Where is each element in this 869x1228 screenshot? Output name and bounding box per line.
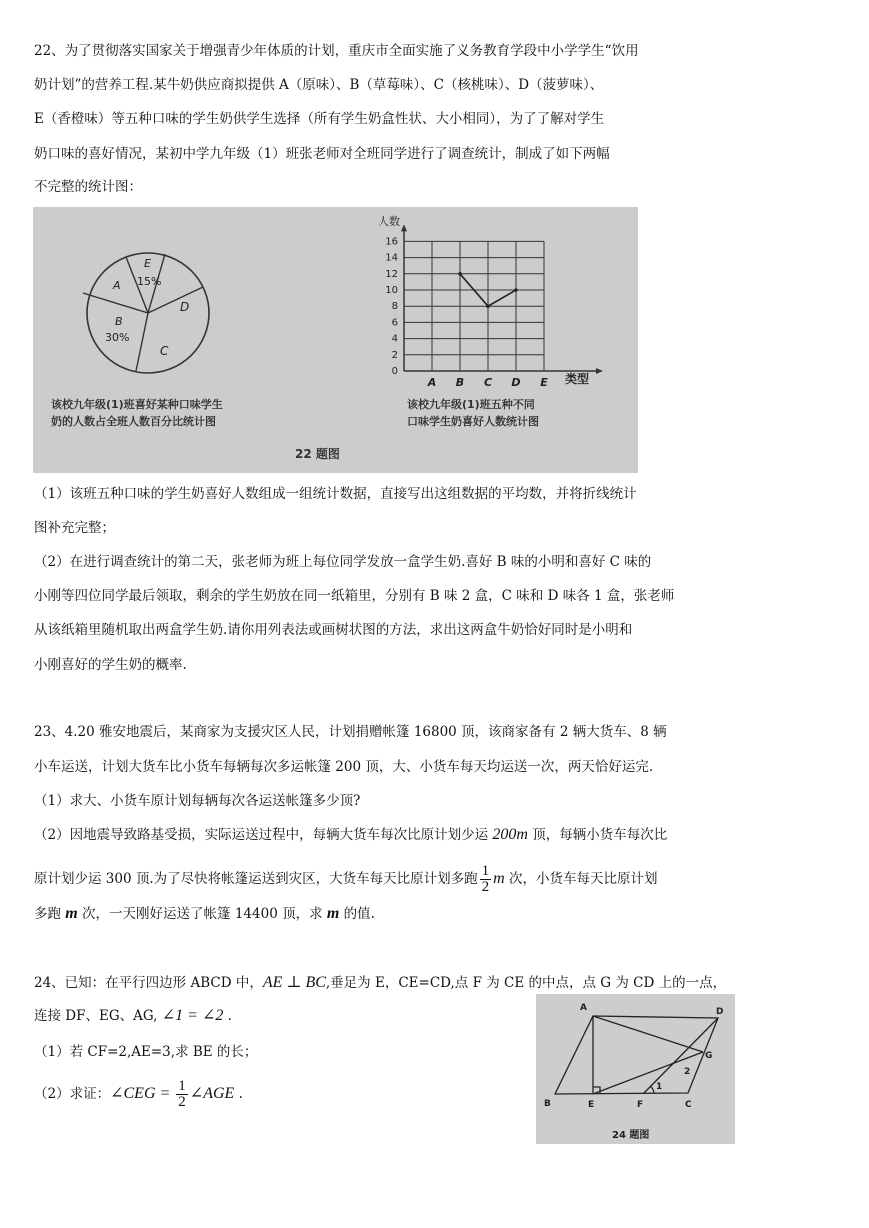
figure-24-photo	[536, 994, 735, 1144]
q23-part2-c-pre: 多跑	[34, 906, 66, 922]
y-tick-label: 4	[391, 333, 398, 345]
pie-label-d: D	[180, 300, 190, 314]
x-tick-label-d: D	[511, 376, 521, 389]
q23-part2-a	[34, 826, 667, 844]
angle-2-label: 2	[684, 1067, 691, 1077]
y-tick-label: 12	[385, 268, 398, 280]
q23-part2-c-mid: 次，一天刚好运送了帐篷 14400 顶，求	[77, 906, 327, 922]
q24-part2-pre: （2）求证：	[34, 1086, 111, 1102]
point-d: D	[716, 1007, 724, 1017]
q22-part1-b: 图补充完整；	[34, 520, 115, 536]
q24-frac-num: 1	[178, 1078, 186, 1094]
data-point-b	[458, 272, 462, 276]
q23-frac-den: 2	[481, 879, 490, 895]
q23-frac-num: 1	[481, 863, 490, 879]
q22-line1: 22、为了贯彻落实国家关于增强青少年体质的计划，重庆市全面实施了义务教育学段中小学学生“饮用	[34, 43, 639, 59]
y-tick-label: 2	[391, 349, 398, 361]
q24-line1	[34, 974, 726, 992]
pie-label-a: A	[113, 279, 121, 292]
q24-line1-pre: 24、已知：在平行四边形 ABCD 中，	[34, 975, 263, 991]
figure-22-title: 22 题图	[295, 447, 340, 461]
y-tick-label: 14	[385, 252, 398, 264]
point-f: F	[637, 1100, 644, 1110]
pie-label-b: B	[115, 315, 123, 328]
q23-m-c: m	[326, 905, 340, 922]
point-a: A	[580, 1003, 587, 1013]
x-tick-label-a: A	[427, 376, 437, 389]
pie-pct-b: 30%	[105, 331, 130, 344]
q24-part2-post: .	[234, 1086, 243, 1102]
y-tick-label: 10	[385, 285, 398, 296]
figure-24-svg	[536, 994, 735, 1144]
q24-angle-ceg: ∠CEG =	[110, 1085, 175, 1102]
q22-part2-a: （2）在进行调查统计的第二天，张老师为班上每位同学发放一盒学生奶.喜好 B 味的小明和喜好 C 味的	[34, 554, 652, 570]
q23-part2-b-pre: 原计划少运 300 顶.为了尽快将帐篷运送到灾区，大货车每天比原计划多跑	[34, 871, 478, 887]
q23-m-a: m	[493, 870, 505, 887]
q22-part1-a: （1）该班五种口味的学生奶喜好人数组成一组统计数据，直接写出这组数据的平均数，并将折线统计	[34, 486, 637, 502]
q24-angle-age: ∠AGE	[189, 1085, 235, 1102]
x-tick-label-e: E	[540, 376, 548, 389]
q23-part2-c	[34, 905, 375, 923]
point-g: G	[705, 1051, 713, 1061]
q23-part2-b	[34, 864, 658, 895]
q24-line1-post: ,垂足为 E，CE=CD,点 F 为 CE 的中点，点 G 为 CD 上的一点，	[325, 975, 727, 991]
figure-22-svg	[33, 207, 638, 473]
pie-caption-2: 奶的人数占全班人数百分比统计图	[51, 415, 216, 428]
pie-label-c: C	[160, 344, 169, 358]
q24-line2-post: .	[223, 1008, 232, 1024]
y-tick-label: 8	[391, 301, 398, 313]
q23-part2-a-pre: （2）因地震导致路基受损，实际运送过程中，每辆大货车每次比原计划少运	[34, 827, 493, 843]
figure-24-title: 24 题图	[612, 1130, 650, 1141]
q24-frac-den: 2	[178, 1094, 186, 1110]
q22-line4: 奶口味的喜好情况，某初中学九年级（1）班张老师对全班同学进行了调查统计，制成了如下两幅	[34, 146, 610, 162]
x-tick-label-c: C	[483, 376, 493, 389]
data-point-c	[486, 304, 490, 308]
q23-fraction	[480, 864, 492, 895]
line-caption-2: 口味学生奶喜好人数统计图	[407, 415, 539, 428]
q23-part2-a-post: 顶，每辆小货车每次比	[527, 827, 668, 843]
q22-part2-d: 小刚喜好的学生奶的概率.	[34, 657, 187, 673]
y-tick-label: 16	[385, 236, 398, 248]
q22-part2-b: 小刚等四位同学最后领取，剩余的学生奶放在同一纸箱里，分别有 B 味 2 盒，C 味和 D 味各 1 盒，张老师	[34, 588, 675, 604]
y-tick-label: 0	[391, 366, 398, 377]
figure-22-photo	[33, 207, 638, 473]
q23-part2-c-post: 的值.	[339, 906, 375, 922]
q23-part2-b-post: 次，小货车每天比原计划	[504, 871, 658, 887]
q24-angle-eq: ∠1 = ∠2	[161, 1007, 224, 1024]
y-tick-label: 6	[391, 317, 398, 329]
q23-line2: 小车运送，计划大货车比小货车每辆每次多运帐篷 200 顶，大、小货车每天均运送一次，两天恰好运完.	[34, 759, 654, 775]
line-chart-ylabel: 人数	[378, 215, 400, 228]
pie-label-e: E	[144, 257, 151, 270]
q24-part2	[34, 1079, 243, 1110]
pie-pct-e: 15%	[137, 275, 162, 288]
pie-caption-1: 该校九年级(1)班喜好某种口味学生	[51, 398, 223, 411]
q24-fraction	[176, 1079, 188, 1110]
point-b: B	[544, 1099, 551, 1109]
q24-part1: （1）若 CF=2,AE=3,求 BE 的长；	[34, 1044, 258, 1060]
x-tick-label-b: B	[455, 376, 465, 389]
line-caption-1: 该校九年级(1)班五种不同	[407, 398, 535, 411]
q22-line2: 奶计划”的营养工程.某牛奶供应商拟提供 A（原味）、B（草莓味）、C（核桃味）、D（菠萝味）、	[34, 77, 604, 93]
q22-line5: 不完整的统计图：	[34, 179, 142, 195]
point-c: C	[685, 1100, 692, 1110]
q24-line2	[34, 1007, 232, 1025]
data-point-d	[514, 288, 518, 292]
line-chart-xlabel: 类型	[565, 372, 590, 386]
q22-part2-c: 从该纸箱里随机取出两盒学生奶.请你用列表法或画树状图的方法，求出这两盒牛奶恰好同时是小明和	[34, 622, 633, 638]
angle-1-label: 1	[656, 1082, 663, 1092]
q23-part1: （1）求大、小货车原计划每辆每次各运送帐篷多少顶?	[34, 793, 361, 809]
q23-m-b: m	[65, 905, 78, 922]
q22-line3: E（香橙味）等五种口味的学生奶供学生选择（所有学生奶盒性状、大小相同），为了了解对学生	[34, 111, 605, 127]
q24-ae-perp-bc: AE ⊥ BC	[262, 974, 326, 991]
point-e: E	[588, 1100, 595, 1110]
q24-line2-pre: 连接 DF、EG、AG,	[34, 1008, 162, 1024]
q23-line1: 23、4.20 雅安地震后，某商家为支援灾区人民，计划捐赠帐篷 16800 顶，该商家备有 2 辆大货车、8 辆	[34, 724, 667, 740]
q23-200m: 200m	[492, 826, 528, 843]
